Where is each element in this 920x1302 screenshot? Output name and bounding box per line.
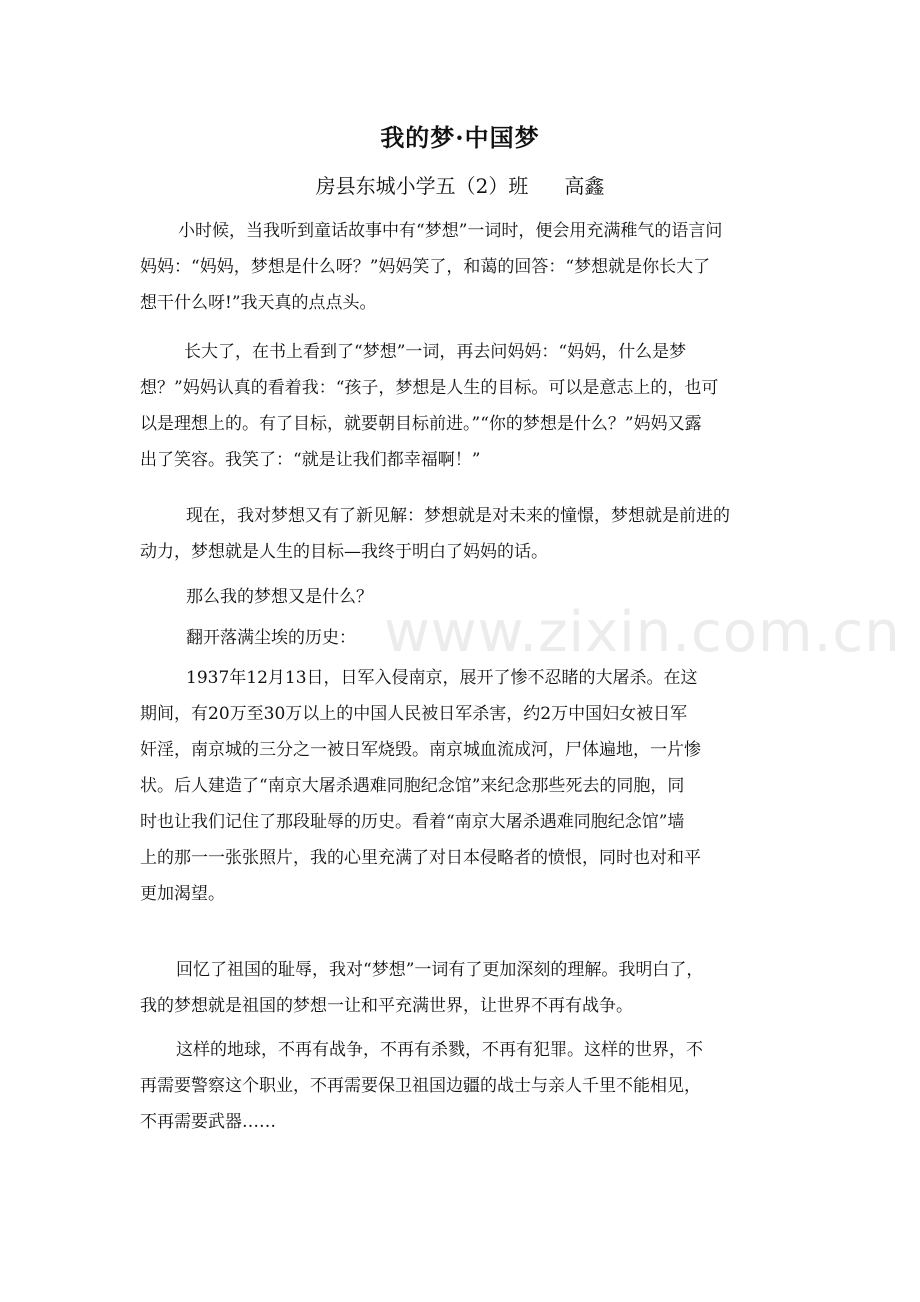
paragraph-line: 出了笑容。我笑了：“就是让我们都幸福啊！” [140,450,481,470]
paragraph-line: 时也让我们记住了那段耻辱的历史。看着“南京大屠杀遇难同胞纪念馆”墙 [140,812,685,832]
paragraph-line: 回忆了祖国的耻辱，我对“梦想”一词有了更加深刻的理解。我明白了， [176,960,704,980]
paragraph-line: 不再需要武器…… [140,1112,276,1132]
school-class: 房县东城小学五（2）班 [315,174,529,198]
paragraph-line: 动力，梦想就是人生的目标—我终于明白了妈妈的话。 [140,542,548,562]
paragraph-line: 1937年12月13日，日军入侵南京，展开了惨不忍睹的大屠杀。在这 [186,668,698,688]
paragraph-line: 这样的地球，不再有战争，不再有杀戮，不再有犯罪。这样的世界，不 [176,1040,703,1060]
paragraph [140,952,792,1024]
paragraph [140,213,792,321]
paragraph-line: 以是理想上的。有了目标，就要朝目标前进。”“你的梦想是什么？”妈妈又露 [140,414,702,434]
paragraph-line: 现在，我对梦想又有了新见解：梦想就是对未来的憧憬，梦想就是前进的 [186,506,730,526]
paragraph-line: 再需要警察这个职业，不再需要保卫祖国边疆的战士与亲人千里不能相见， [140,1076,701,1096]
paragraph-line: 那么我的梦想又是什么？ [186,587,373,607]
paragraph-line: 奸淫，南京城的三分之一被日军烧毁。南京城血流成河，尸体遍地，一片惨 [140,740,701,760]
paragraph-line: 小时候，当我听到童话故事中有“梦想”一词时，便会用充满稚气的语言问 [178,221,723,241]
paragraph-line: 长大了，在书上看到了“梦想”一词，再去问妈妈：“妈妈，什么是梦 [184,342,687,362]
paragraph [140,579,792,615]
paragraph [140,1032,792,1140]
paragraph [140,334,792,478]
paragraph [140,660,792,912]
paragraph-line: 想？”妈妈认真的看着我：“孩子，梦想是人生的目标。可以是意志上的，也可 [140,378,719,398]
paragraph [140,620,792,656]
paragraph-line: 想干什么呀!”我天真的点点头。 [140,293,377,313]
watermark: www.zixin.com.cn [384,600,901,665]
document-title: 我的梦·中国梦 [380,123,540,152]
paragraph-line: 妈妈：“妈妈，梦想是什么呀？”妈妈笑了，和蔼的回答：“梦想就是你长大了 [140,257,711,277]
paragraph-line: 我的梦想就是祖国的梦想一让和平充满世界，让世界不再有战争。 [140,996,633,1016]
paragraph-line: 更加渴望。 [140,884,225,904]
paragraph-line: 上的那一一张张照片，我的心里充满了对日本侵略者的愤恨，同时也对和平 [140,848,701,868]
paragraph [140,498,792,570]
paragraph-line: 状。后人建造了“南京大屠杀遇难同胞纪念馆”来纪念那些死去的同胞，同 [140,776,685,796]
paragraph-line: 翻开落满尘埃的历史： [186,628,356,648]
paragraph-line: 期间，有20万至30万以上的中国人民被日军杀害，约2万中国妇女被日军 [140,704,688,724]
document-subtitle [0,170,920,199]
author-name: 高鑫 [564,174,605,198]
